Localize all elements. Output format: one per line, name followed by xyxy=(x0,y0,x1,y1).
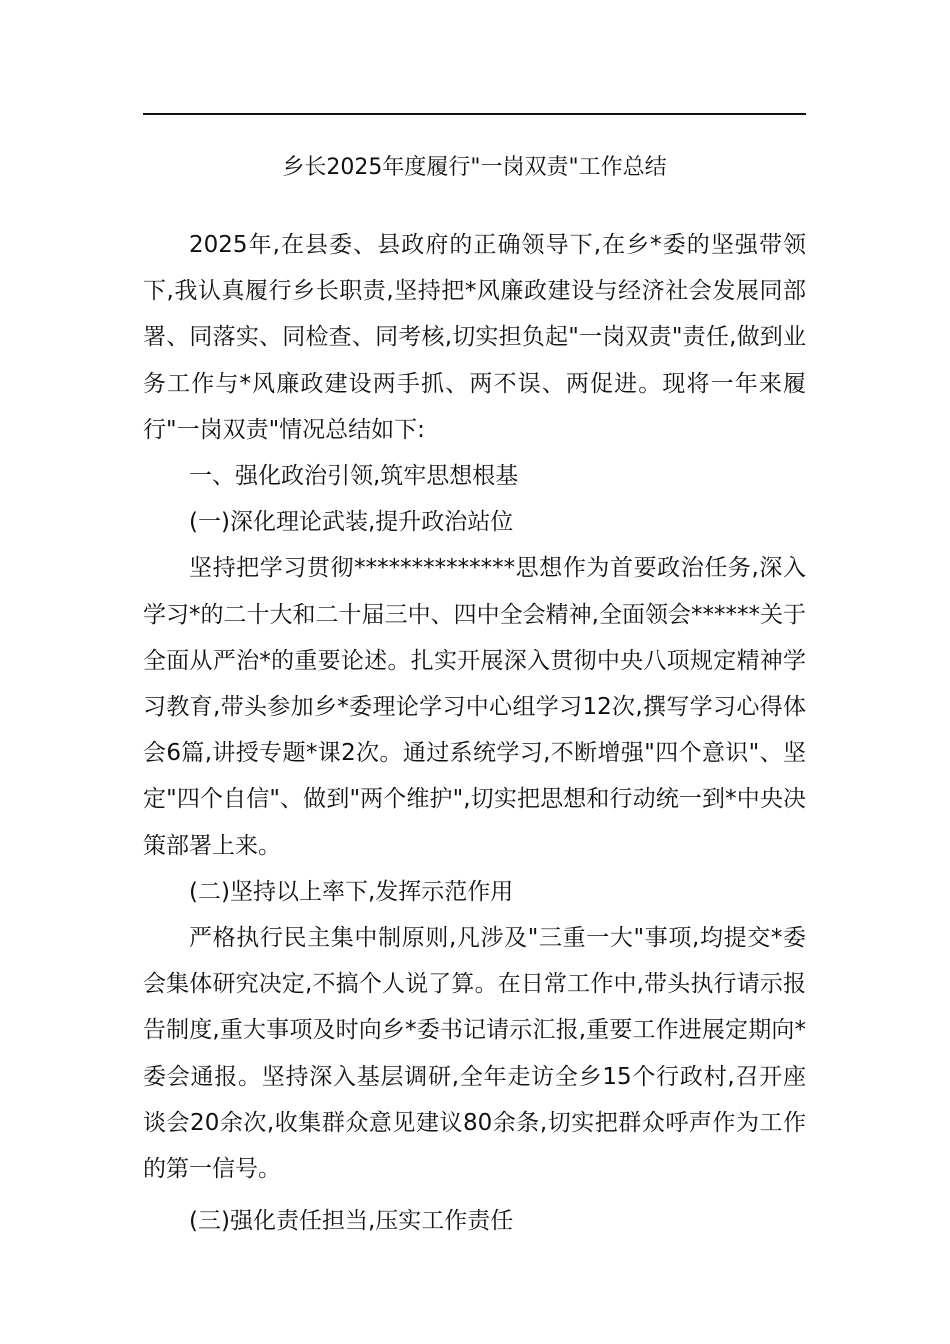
subsection-heading-2: (二)坚持以上率下,发挥示范作用 xyxy=(189,878,514,905)
body-paragraph-1: 坚持把学习贯彻**************思想作为首要政治任务,深入学习*的二十大和二十届三中、四中全会精神,全面领会******关于全面从严治*的重要论述。扎实开展深入贯彻中央八项规定精神学习教育,带头参加乡*委理论学习中心组学习12次,撰写学习心得体会6篇,讲授专题*课2次。通过系统学习,不断增强"四个意识"、坚定"四个自信"、做到"两个维护",切实把思想和行动统一到*中央决策部署上来。 xyxy=(143,555,806,859)
section-heading-1: 一、强化政治引领,筑牢思想根基 xyxy=(189,463,519,490)
body-paragraph-2: 严格执行民主集中制原则,凡涉及"三重一大"事项,均提交*委会集体研究决定,不搞个人说了算。在日常工作中,带头执行请示报告制度,重大事项及时向乡*委书记请示汇报,重要工作进展定期向*委会通报。坚持深入基层调研,全年走访全乡15个行政村,召开座谈会20余次,收集群众意见建议80余条,切实把群众呼声作为工作的第一信号。 xyxy=(143,925,806,1183)
intro-paragraph: 2025年,在县委、县政府的正确领导下,在乡*委的坚强带领下,我认真履行乡长职责,坚持把*风廉政建设与经济社会发展同部署、同落实、同检查、同考核,切实担负起"一岗双责"责任,做到业务工作与*风廉政建设两手抓、两不误、两促进。现将一年来履行"一岗双责"情况总结如下: xyxy=(143,232,806,443)
document-body xyxy=(143,222,806,1244)
subsection-heading-1: (一)深化理论武装,提升政治站位 xyxy=(189,509,514,536)
subsection-heading-3: (三)强化责任担当,压实工作责任 xyxy=(189,1208,514,1235)
document-title: 乡长2025年度履行"一岗双责"工作总结 xyxy=(282,155,667,180)
header-rule xyxy=(143,113,806,115)
